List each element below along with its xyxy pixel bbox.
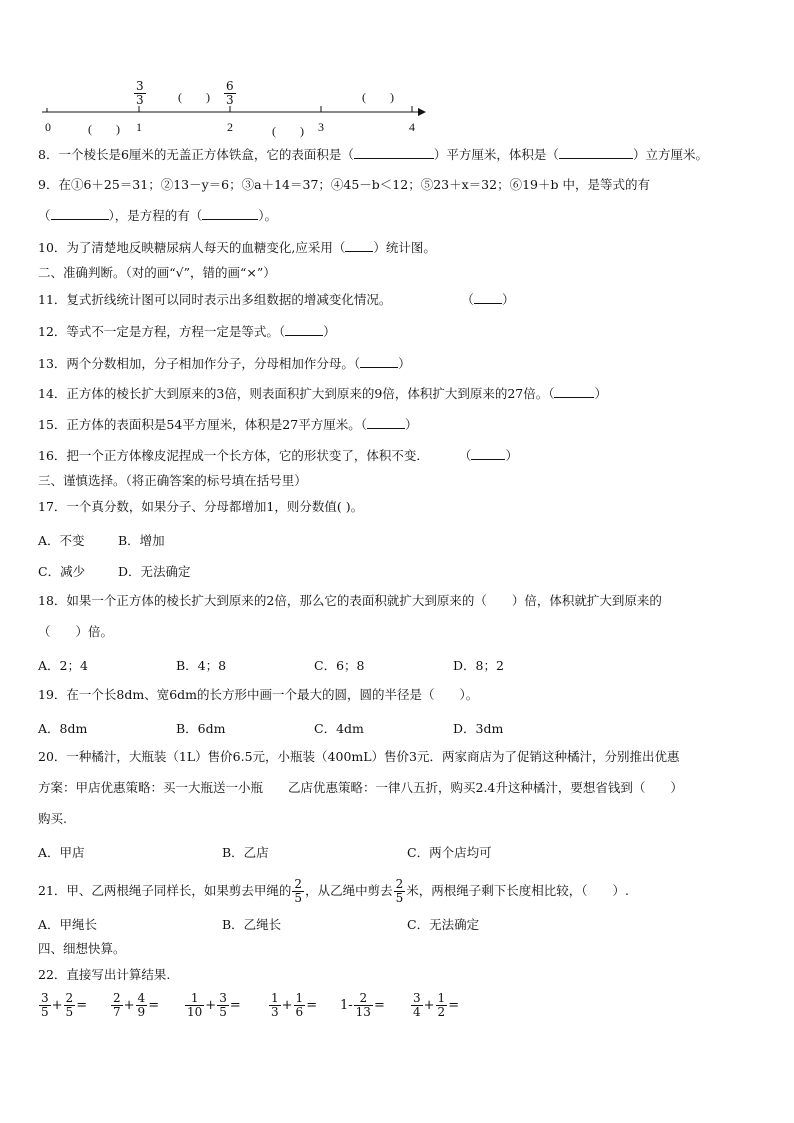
option-d[interactable]: D．3dm — [453, 721, 504, 736]
answer-blank[interactable] — [367, 416, 405, 429]
option-a[interactable]: A．8dm — [38, 721, 88, 736]
option-c[interactable]: C．6；8 — [314, 658, 365, 673]
question-17-stem: 17．一个真分数，如果分子、分母都增加1，则分数值( )。 — [38, 499, 364, 514]
answer-paren-bottom-2: ( ) — [272, 124, 304, 138]
calc-item-1: $\frac{3}{5}$ + $\frac{2}{5}$ = — [41, 991, 88, 1019]
option-b[interactable]: B．增加 — [118, 533, 165, 548]
option-c[interactable]: C．两个店均可 — [407, 845, 492, 860]
answer-paren-top-2: ( ) — [362, 90, 394, 104]
option-a[interactable]: A．2；4 — [38, 658, 88, 673]
answer-blank[interactable] — [202, 207, 258, 220]
question-19-stem: 19．在一个长8dm、宽6dm的长方形中画一个最大的圆，圆的半径是（ ）。 — [38, 687, 479, 702]
calc-item-5: 1- $\frac{2}{13}$ = — [340, 991, 385, 1019]
option-c[interactable]: C．4dm — [314, 721, 364, 736]
section-2-heading: 二、准确判断。（对的画“√”，错的画“×”） — [38, 265, 276, 280]
number-line — [0, 0, 794, 140]
question-18-line-1: 18．如果一个正方体的棱长扩大到原来的2倍，那么它的表面积就扩大到原来的（ ）倍，体积就扩大到原来的 — [38, 593, 662, 608]
question-9-line-2: （ ），是方程的有（ ）。 — [38, 208, 278, 223]
calc-item-3: $\frac{1}{10}$ + $\frac{3}{5}$ = — [187, 991, 241, 1019]
question-16: 16．把一个正方体橡皮泥捏成一个长方体，它的形状变了，体积不变． （ ） — [38, 448, 518, 463]
answer-blank[interactable] — [354, 146, 434, 159]
question-9-line-1: 9．在①6＋25＝31；②13－y＝6；③a＋14＝37；④45－b＜12；⑤23＋x＝32；⑥19＋b 中，是等式的有 — [38, 177, 650, 192]
fraction-6-3: $\frac{6}{3}$ — [226, 79, 234, 107]
question-10: 10．为了清楚地反映糖尿病人每天的血糖变化,应采用（ ）统计图。 — [38, 240, 436, 255]
question-11: 11．复式折线统计图可以同时表示出多组数据的增减变化情况。 （ ） — [38, 292, 515, 307]
tick-label-2: 2 — [227, 120, 233, 134]
answer-paren-bottom-1: ( ) — [88, 122, 120, 136]
option-b[interactable]: B．乙店 — [222, 845, 269, 860]
option-b[interactable]: B．4；8 — [176, 658, 227, 673]
option-c[interactable]: C．无法确定 — [407, 917, 480, 932]
question-20-line-1: 20．一种橘汁，大瓶装（1L）售价6.5元，小瓶装（400mL）售价3元．两家商店为了促销这种橘汁，分别推出优惠 — [38, 749, 680, 764]
tick-label-4: 4 — [409, 120, 415, 134]
fraction-2-5: $\frac{2}{5}$ — [294, 877, 303, 905]
question-20-line-3: 购买. — [38, 811, 67, 826]
option-a[interactable]: A．不变 — [38, 533, 85, 548]
tick-label-3: 3 — [318, 120, 324, 134]
fraction-3-3: $\frac{3}{3}$ — [136, 79, 144, 107]
question-14: 14．正方体的棱长扩大到原来的3倍，则表面积扩大到原来的9倍，体积扩大到原来的27倍。（ ） — [38, 386, 607, 401]
question-15: 15．正方体的表面积是54平方厘米，体积是27平方厘米。（ ） — [38, 417, 418, 432]
answer-blank[interactable] — [345, 239, 373, 252]
option-b[interactable]: B．乙绳长 — [222, 917, 282, 932]
option-c[interactable]: C．减少 — [38, 564, 86, 579]
calc-item-6: $\frac{3}{4}$ + $\frac{1}{2}$ = — [413, 991, 460, 1019]
section-4-heading: 四、细想快算。 — [38, 941, 126, 956]
answer-paren-top-1: ( ) — [178, 90, 210, 104]
option-b[interactable]: B．6dm — [176, 721, 226, 736]
answer-blank[interactable] — [559, 146, 633, 159]
tick-label-0: 0 — [45, 120, 51, 134]
calc-item-2: $\frac{2}{7}$ + $\frac{4}{9}$ = — [113, 991, 160, 1019]
option-d[interactable]: D．8；2 — [453, 658, 504, 673]
answer-blank[interactable] — [474, 291, 502, 304]
answer-blank[interactable] — [360, 355, 398, 368]
section-3-heading: 三、谨慎选择。（将正确答案的标号填在括号里） — [38, 473, 307, 488]
question-13: 13．两个分数相加，分子相加作分子，分母相加作分母。（ ） — [38, 356, 411, 371]
tick-label-1: 1 — [136, 120, 142, 134]
option-d[interactable]: D．无法确定 — [118, 564, 191, 579]
option-a[interactable]: A．甲绳长 — [38, 917, 98, 932]
option-a[interactable]: A．甲店 — [38, 845, 85, 860]
answer-blank[interactable] — [51, 207, 109, 220]
fraction-2-5: $\frac{2}{5}$ — [395, 877, 404, 905]
answer-blank[interactable] — [471, 447, 505, 460]
answer-blank[interactable] — [554, 385, 594, 398]
calc-item-4: $\frac{1}{3}$ + $\frac{1}{6}$ = — [271, 991, 318, 1019]
answer-blank[interactable] — [285, 323, 323, 336]
question-8: 8．一个棱长是6厘米的无盖正方体铁盒，它的表面积是（ ）平方厘米，体积是（ ）立方厘米。 — [38, 147, 708, 162]
question-12: 12．等式不一定是方程，方程一定是等式。（ ） — [38, 324, 336, 339]
question-21-stem: 21．甲、乙两根绳子同样长，如果剪去甲绳的 $\frac{2}{5}$ ，从乙绳中剪去 $\frac{2}{5}$ 米，两根绳子剩下长度相比较，（ ）. — [38, 877, 629, 905]
question-18-line-2: （ ）倍。 — [38, 624, 114, 639]
question-22-stem: 22．直接写出计算结果. — [38, 967, 171, 982]
question-20-line-2: 方案：甲店优惠策略：买一大瓶送一小瓶 乙店优惠策略：一律八五折，购买2.4升这种橘汁，要想省钱到（ ） — [38, 780, 683, 795]
